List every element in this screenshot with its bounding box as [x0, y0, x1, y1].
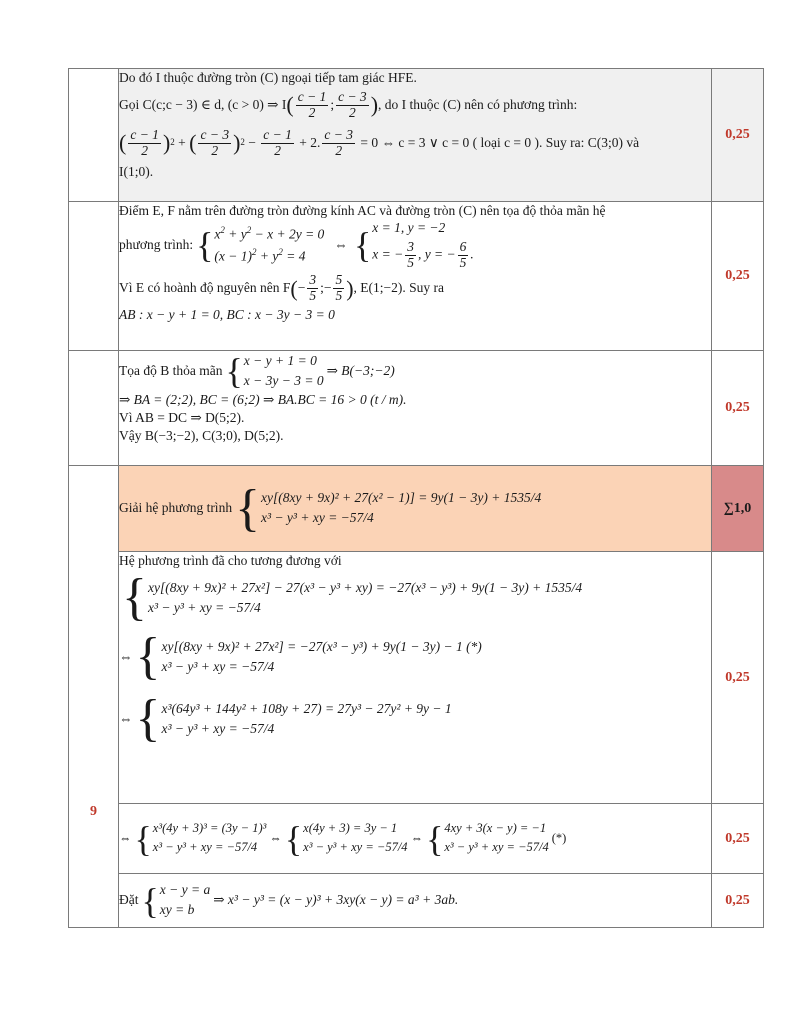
solution-cell	[119, 69, 712, 202]
question-cell: 9	[69, 804, 119, 874]
table-row	[69, 804, 764, 874]
equation-line: x³ − y³ + xy = −57/4	[147, 599, 261, 615]
text-line: = 0 ⇔ c = 3 ∨ c = 0 ( loại c = 0 ). Suy ra: C(3;0) và	[360, 134, 640, 150]
text-line: Điểm E, F nằm trên đường tròn đường kính AC và đường tròn (C) nên tọa độ thỏa mãn hệ	[119, 202, 606, 218]
paren: )	[370, 92, 379, 117]
text-line: ⇒ B(−3;−2)	[326, 362, 395, 378]
equation-line: xy = b	[159, 902, 195, 917]
solution-table	[68, 68, 764, 928]
solution-cell	[119, 351, 712, 466]
score-cell: 0,25	[712, 804, 764, 874]
equation-system: { x³(64y³ + 144y² + 108y + 27) = 27y³ − 27y² + 9y − 1 x³ − y³ + xy = −57/4	[135, 690, 452, 747]
solution-system: { x = 1, y = −2 x = − $\frac{3}{5}$ , y = − $\frac{6}{5}$ .	[353, 220, 474, 270]
text-line: Do đó I thuộc đường tròn (C) ngoại tiếp tam giác HFE.	[119, 69, 417, 85]
equation-system: { x(4y + 3) = 3y − 1 x³ − y³ + xy = −57/4	[284, 818, 408, 859]
text-line: Vậy B(−3;−2), C(3;0), D(5;2).	[119, 427, 284, 443]
equation-line: x³ − y³ + xy = −57/4	[161, 658, 275, 674]
solution-cell	[119, 874, 712, 928]
text-line: ⇒ x³ − y³ = (x − y)³ + 3xy(x − y) = a³ + 3ab.	[213, 892, 459, 908]
table-row	[69, 466, 764, 552]
score-cell: 0,25	[712, 69, 764, 202]
equation-line: x³ − y³ + xy = −57/4	[444, 840, 549, 854]
equation-line: x − y = a	[159, 882, 211, 898]
fraction: $\frac{c - 1}{2}$	[297, 88, 327, 120]
equation-system: { $x^2 + y^2 - x + 2y = 0$ $(x - 1)^2 + y^2 = 4$	[196, 225, 325, 266]
solution-cell: Hệ phương trình đã cho tương đương với { xy[(8xy + 9x)² + 27x²] − 27(x³ − y³ + xy) = −27(x³ − y³) + 9y(1 − 3y) + 1535/4 x³ − y³ + xy = −57/4 ⇔ { xy[(8xy + 9x)² + 27x²] = −27(x³ − y³) + 9y(1 − 3y) − 1 (*) x³ − y³ + xy = −57/4 ⇔ { x³(64y³ + 144y² + 108y + 27) = 27y³ − 27y² + 9y − 1 x³ − y³ + xy = −57/4	[119, 552, 712, 804]
equation-line: 4xy + 3(x − y) = −1	[444, 821, 547, 836]
table-row	[69, 874, 764, 928]
equation-line: x(4y + 3) = 3y − 1	[303, 821, 398, 836]
formula-line: Vì E có hoành độ nguyên nên F ( − $\frac{3}{5}$ ;− $\frac{5}{5}$ ) , E(1;−2). Suy ra	[119, 272, 444, 304]
text-line: Vì E có hoành độ nguyên nên F	[119, 280, 291, 296]
equation-system: { xy[(8xy + 9x)² + 27x²] − 27(x³ − y³ + xy) = −27(x³ − y³) + 9y(1 − 3y) + 1535/4 x³ − y³ + xy = −57/4	[122, 569, 583, 626]
formula-line: phương trình: { $x^2 + y^2 - x + 2y = 0$ $(x - 1)^2 + y^2 = 4$ ⇔ { x = 1, y = −2 x = − $\frac{3}{5}$ , y = − $\frac{6}{5}$ .	[119, 220, 474, 270]
equation-system: { xy[(8xy + 9x)² + 27x²] = −27(x³ − y³) + 9y(1 − 3y) − 1 (*) x³ − y³ + xy = −57/4	[135, 628, 482, 685]
total-score: ∑1,0	[723, 500, 752, 516]
score-cell: 0,25	[712, 874, 764, 928]
formula-line: ( $\frac{c - 1}{2}$ ) 2 + ( $\frac{c - 3}{2}$ ) 2 − $\frac{c - 1}{2}$ + 2. $\frac{c - 3}{2}$ = 0 ⇔ c = 3 ∨ c = 0 ( loại c = 0 ). Suy ra: C(3;0) và	[119, 126, 640, 158]
substitution-system: { x − y = a xy = b	[141, 880, 211, 921]
text-line: AB : x − y + 1 = 0, BC : x − 3y − 3 = 0	[119, 307, 335, 323]
question-cell	[69, 466, 119, 552]
equation-line: xy[(8xy + 9x)² + 27(x² − 1)] = 9y(1 − 3y) + 1535/4	[261, 490, 542, 506]
problem-cell	[119, 466, 712, 552]
question-cell	[69, 202, 119, 351]
table-row	[69, 69, 764, 202]
text-line: , do I thuộc (C) nên có phương trình:	[378, 96, 578, 112]
text-line: I(1;0).	[119, 163, 154, 179]
text-line: , E(1;−2). Suy ra	[353, 280, 444, 296]
text-line: Vì AB = DC ⇒ D(5;2).	[119, 409, 245, 425]
text-line: ⇒ BA = (2;2), BC = (6;2) ⇒ BA.BC = 16 > 0 (t / m).	[119, 391, 407, 407]
solution-cell: ⇔ { x³(4y + 3)³ = (3y − 1)³ x³ − y³ + xy = −57/4 ⇔ { x(4y + 3) = 3y − 1 x³ − y³ + xy = −57/4 ⇔ { 4xy + 3(x − y) = −1 x³ − y³ + xy = −57/4 (*)	[119, 804, 712, 874]
equation-line: x³ − y³ + xy = −57/4	[303, 840, 408, 854]
equation-system: { x − y + 1 = 0 x − 3y − 3 = 0	[225, 351, 324, 391]
equation-line: xy[(8xy + 9x)² + 27x²] = −27(x³ − y³) + 9y(1 − 3y) − 1 (*)	[161, 638, 482, 654]
paren: (	[286, 92, 294, 117]
fraction: $\frac{c - 3}{2}$	[338, 88, 367, 120]
problem-system: { xy[(8xy + 9x)² + 27(x² − 1)] = 9y(1 − 3y) + 1535/4 x³ − y³ + xy = −57/4	[235, 479, 542, 537]
text-line: phương trình:	[119, 236, 194, 252]
text-line: Tọa độ B thỏa mãn	[119, 362, 223, 378]
equation-line: xy[(8xy + 9x)² + 27x²] − 27(x³ − y³ + xy) = −27(x³ − y³) + 9y(1 − 3y) + 1535/4	[147, 579, 583, 595]
question-cell	[69, 351, 119, 466]
table-row	[69, 351, 764, 466]
text-line: Gọi C(c;c − 3) ∈ d, (c > 0) ⇒ I	[119, 96, 287, 112]
equation-system: { x³(4y + 3)³ = (3y − 1)³ x³ − y³ + xy = −57/4	[134, 818, 267, 859]
table-row	[69, 202, 764, 351]
formula-line: Gọi C(c;c − 3) ∈ d, (c > 0) ⇒ I ( $\frac{c - 1}{2}$ ; $\frac{c - 3}{2}$ ) , do I thuộc (C) nên có phương trình:	[119, 88, 578, 120]
total-score-cell	[712, 466, 764, 552]
equation-system: { 4xy + 3(x − y) = −1 x³ − y³ + xy = −57/4	[426, 818, 549, 859]
text-line: Hệ phương trình đã cho tương đương với	[119, 552, 342, 568]
formula-line	[119, 351, 711, 391]
star-mark: (*)	[551, 830, 567, 845]
equation-line: x³ − y³ + xy = −57/4	[161, 720, 275, 736]
question-cell	[69, 874, 119, 928]
text-line: Giải hệ phương trình	[119, 500, 233, 516]
score-cell: 0,25	[712, 552, 764, 804]
score-cell: 0,25	[712, 202, 764, 351]
question-cell	[69, 69, 119, 202]
equation-line: x³ − y³ + xy = −57/4	[261, 510, 374, 525]
question-cell	[69, 552, 119, 804]
equation-line: x³(4y + 3)³ = (3y − 1)³	[152, 821, 267, 836]
equation-line: x³ − y³ + xy = −57/4	[152, 840, 258, 854]
solution-cell	[119, 202, 712, 351]
equation-line: x³(64y³ + 144y² + 108y + 27) = 27y³ − 27y² + 9y − 1	[161, 700, 452, 716]
text-line: Đặt	[119, 892, 139, 908]
table-row	[69, 552, 764, 804]
score-cell: 0,25	[712, 351, 764, 466]
